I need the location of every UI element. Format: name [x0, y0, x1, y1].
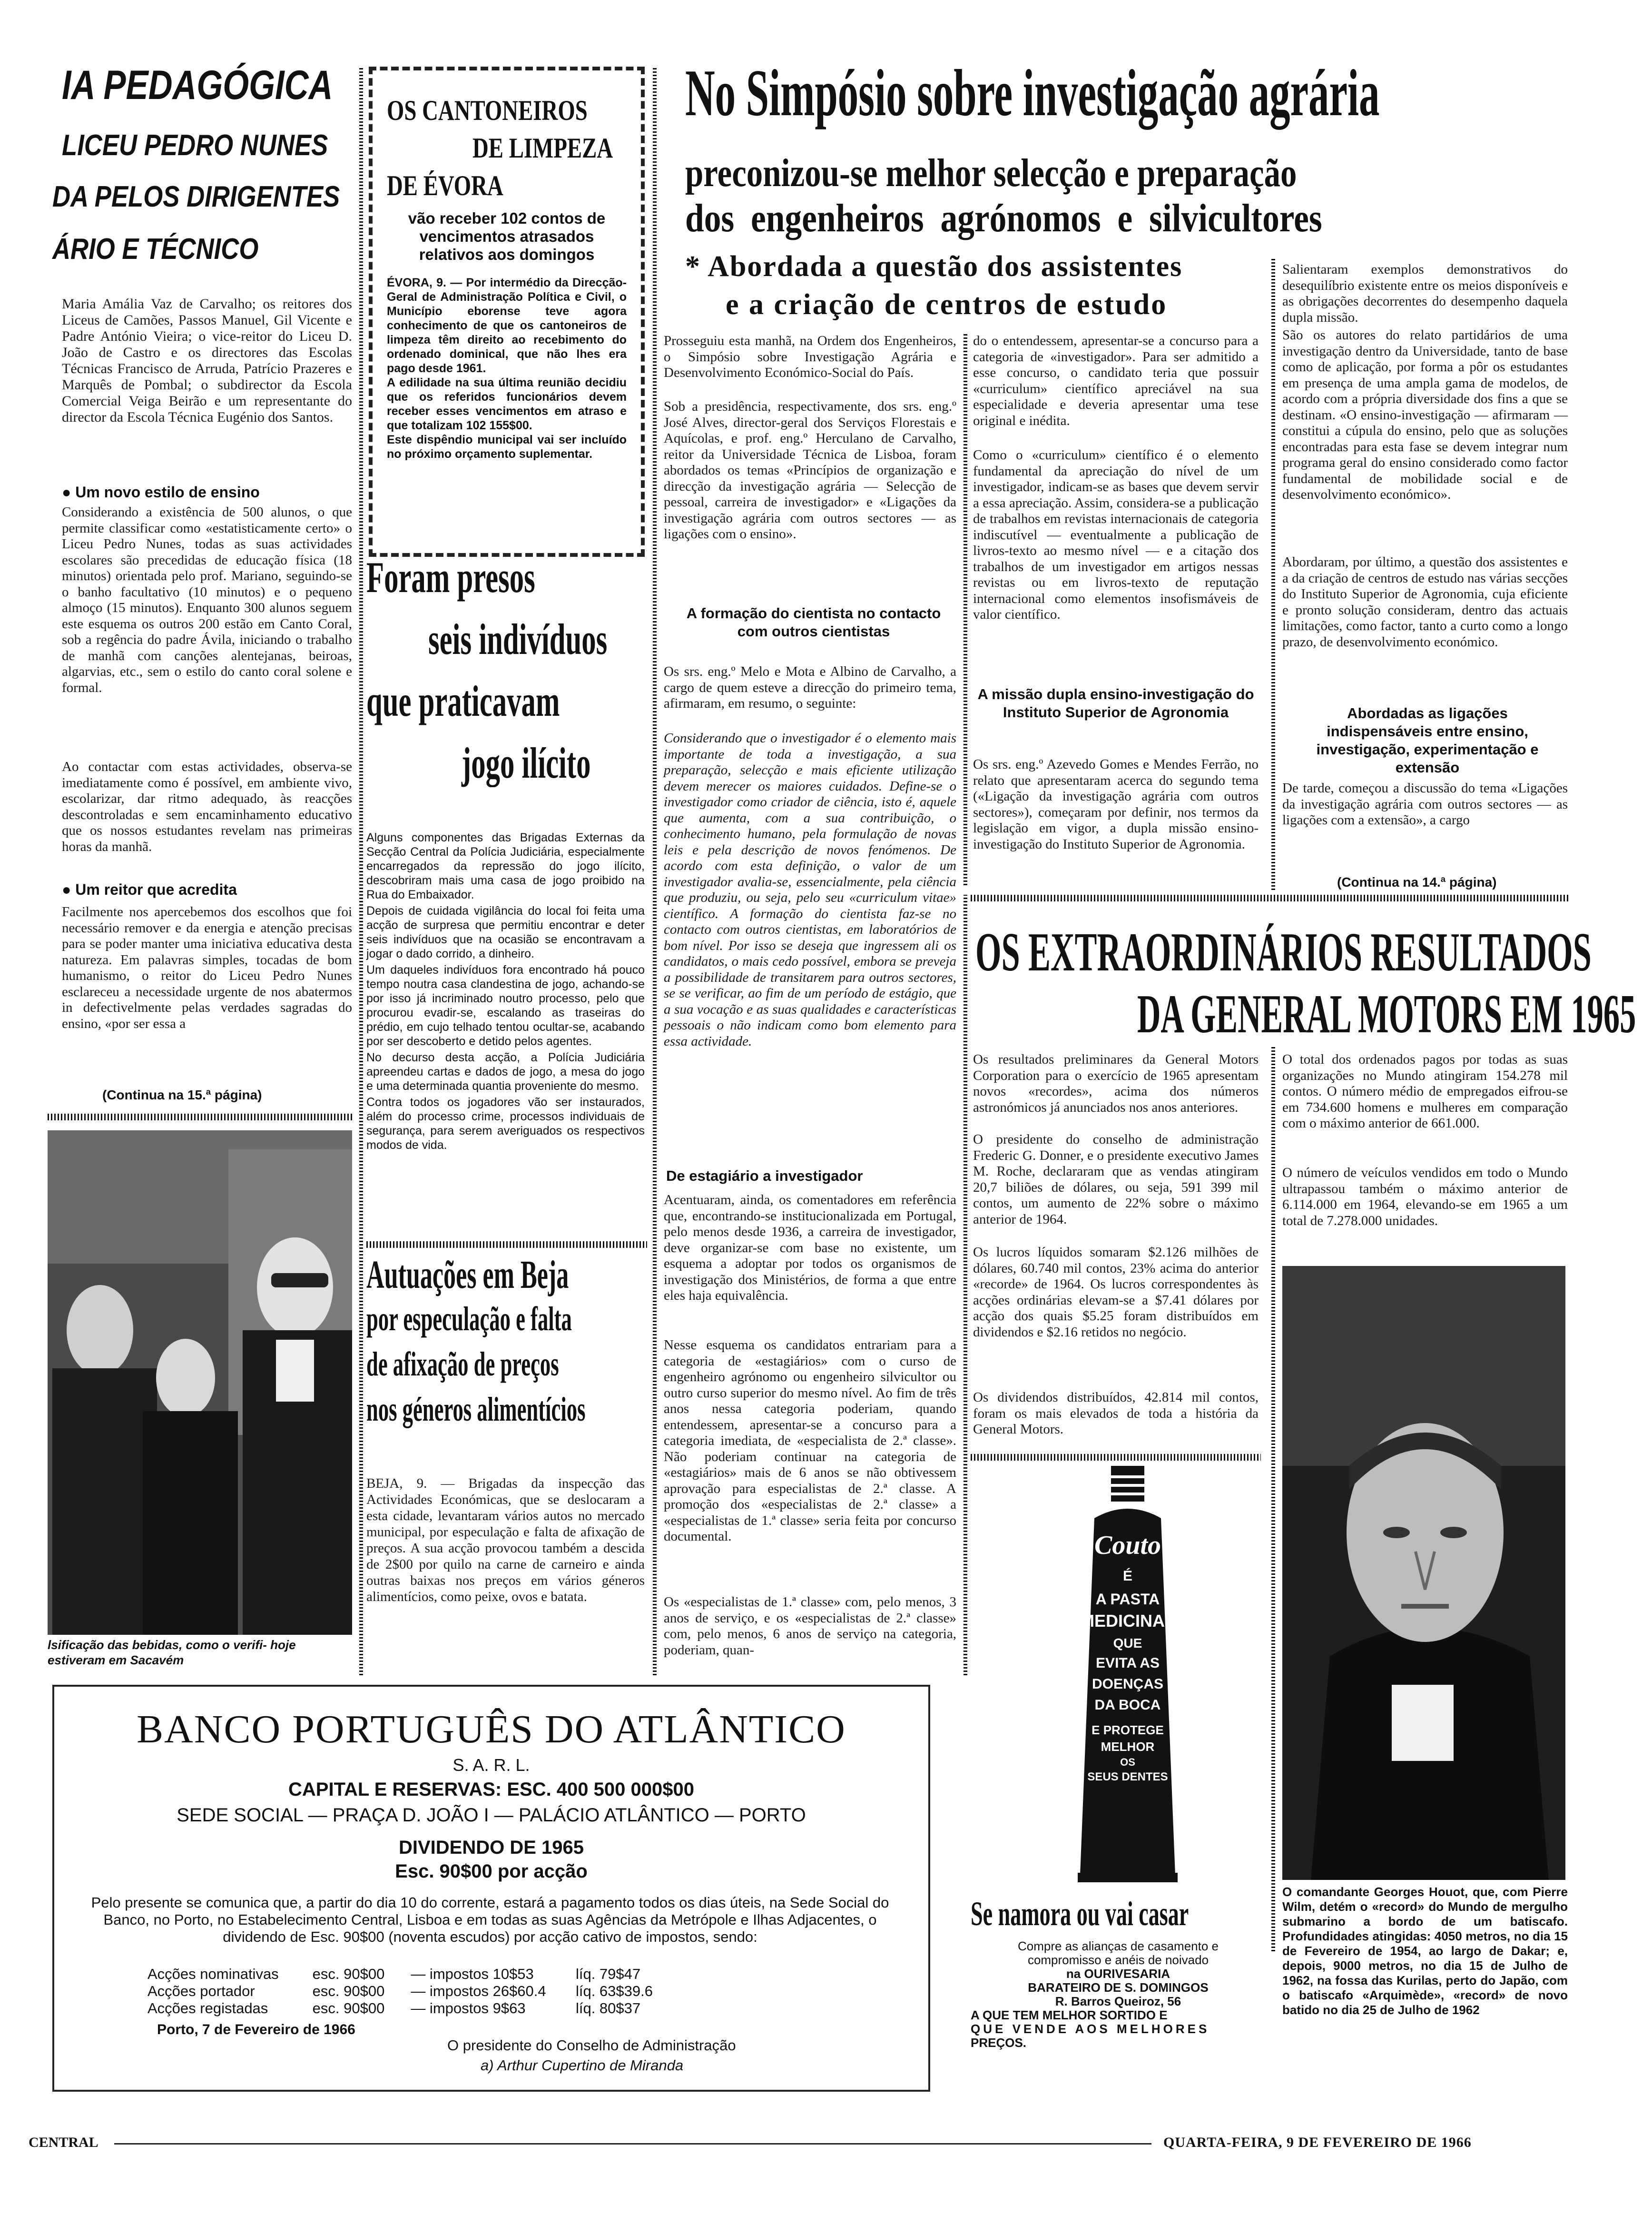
footer-section: CENTRAL [29, 2135, 98, 2150]
jewel-line-7: QUE VENDE AOS MELHORES [971, 2022, 1210, 2036]
bank-signoff: O presidente do Conselho de Administração [447, 2037, 736, 2054]
cantoneiros-title-3: DE ÉVORA [387, 170, 503, 201]
left-article-p2: Ao contactar com estas actividades, observa-se imediatamente como é possível, em ambiente vivo, escolarizar, dar ritmo adequado, às reacções descontroladas e sem encaminhamento educativo que os nossos estudantes revelam nas primeiras horas da manhã. [62, 759, 352, 854]
cantoneiros-title-2: DE LIMPEZA [472, 132, 613, 164]
gm-p4: Os dividendos distribuídos, 42.814 mil contos, foram os mais elevados de toda a história da General Motors. [973, 1390, 1259, 1437]
row-liquido: líq. 63$39.6 [575, 1983, 653, 1999]
presos-headline [366, 552, 647, 819]
gm-p1: Os resultados preliminares da General Motors Corporation para o exercício de 1965 apresentam novos «recordes», acima dos números astronómicos já anunciados nos anos anteriores. [973, 1052, 1259, 1115]
simposio-deck-2: dos engenheiros agrónomos e silvicultores [685, 196, 1322, 240]
couto-toothpaste-ad [1075, 1466, 1180, 1885]
presos-p4: No decurso desta acção, a Polícia Judiciária apreendeu cartas e dados de jogo, a mesa do jogo e uma determinada quantia proveniente do mesmo. [366, 1051, 645, 1093]
beja-title-3: de afixação de preços [366, 1345, 559, 1383]
simposio-subheading-ligacoes: Abordadas as ligações indispensáveis entre ensino, investigação, experimentação e extensão [1316, 705, 1539, 776]
simposio-subheading-estagiario: De estagiário a investigador [666, 1167, 863, 1184]
group-photo-icon [48, 1130, 352, 1635]
presos-title-4: jogo ilícito [462, 739, 591, 787]
presos-title-2: seis indivíduos [428, 615, 608, 663]
left-photo [48, 1130, 352, 1635]
couto-line-3: MEDICINAL [1080, 1611, 1175, 1631]
couto-brand: Couto [1094, 1531, 1161, 1560]
simposio-subheading-missao: A missão dupla ensino-investigação do Instituto Superior de Agronomia [977, 686, 1254, 721]
divider [366, 1241, 647, 1248]
bank-sarl: S. A. R. L. [452, 1755, 530, 1775]
vertical-divider [653, 67, 657, 1675]
couto-line-8: E PROTEGE [1092, 1723, 1164, 1737]
left-headline-line-2: LICEU PEDRO NUNES [62, 129, 328, 162]
couto-line-2: A PASTA [1095, 1591, 1160, 1608]
jewel-line-2: compromisso e anéis de noivado [1027, 1953, 1209, 1967]
divider [971, 895, 1570, 901]
couto-line-11: SEUS DENTES [1087, 1770, 1168, 1783]
left-subheading-estilo: ● Um novo estilo de ensino [62, 484, 260, 501]
left-article-p3: Facilmente nos apercebemos dos escolhos que foi necessário remover e da energia e atenção precisas para se poder manter uma iniciativa educativa desta natureza. Em palavras simples, tocadas de bom humanismo, o reitor do Liceu Pedro Nunes esclareceu a necessidade urgente de nos abatermos in defectivelmente pelas verdades sagradas do ensino, «por ser essa a [62, 904, 352, 1031]
simposio-deck-1: preconizou-se melhor selecção e preparação [685, 151, 1297, 195]
gm-p3: Os lucros líquidos somaram $2.126 milhões de dólares, 60.740 mil contos, 23% acima do anterior «recorde» de 1964. Os lucros correspondentes às acções ordinárias elevam-se a $7.41 dólares por acção dos quais $5.25 foram distribuídos em dividendos e $2.16 retidos no negócio. [973, 1245, 1259, 1340]
beja-p1: BEJA, 9. — Brigadas da inspecção das Actividades Económicas, que se deslocaram a esta cidade, levantaram vários autos no mercado municipal, por especulação e falta de afixação de preços. A sua acção provocou também a descida de 2$00 por quilo na carne de carneiro e ainda outras baixas nos preços em vários géneros alimentícios, como peixe, ovos e batata. [366, 1476, 645, 1604]
left-photo-caption: lsificação das bebidas, como o verifi- hoje estiveram em Sacavém [48, 1638, 296, 1667]
gm-p5: O total dos ordenados pagos por todas as suas organizações no Mundo atingiram 154.278 mil contos. O número médio de empregados eifrou-se em 734.600 homens e mulheres em comparação com o máximo anterior de 661.000. [1282, 1052, 1568, 1131]
couto-line-9: MELHOR [1101, 1740, 1155, 1754]
presos-p1: Alguns componentes das Brigadas Externas da Secção Central da Polícia Judiciária, especialmente encarregados da repressão do jogo ilícito, descobriram mais uma casa de jogo proibido na Rua do Embaixador. [366, 831, 645, 901]
cantoneiros-box [369, 67, 645, 557]
presos-title-1: Foram presos [366, 553, 535, 602]
beja-title-1: Autuações em Beja [366, 1253, 569, 1297]
gm-title-1: OS EXTRAORDINÁRIOS RESULTADOS [975, 922, 1592, 983]
gm-title-2: DA GENERAL MOTORS EM 1965 [1137, 984, 1636, 1045]
presos-title-3: que praticavam [366, 677, 560, 725]
row-label: Acções registadas [148, 2000, 268, 2017]
jewel-line-5: R. Barros Queiroz, 56 [1055, 1994, 1181, 2008]
jewel-line-4: BARATEIRO DE S. DOMINGOS [1028, 1980, 1209, 1995]
simposio-subdeck-2: e a criação de centros de estudo [726, 288, 1168, 321]
jewel-line-8: PREÇOS. [971, 2036, 1027, 2050]
row-label: Acções portador [148, 1983, 255, 1999]
simposio-col1-quote: Considerando que o investigador é o elemento mais importante de toda a investigação, a sua preparação, selecção e mais eficiente utilização devem merecer os maiores cuidados. Define-se o investigador como criador de ciência, isto é, aquele que aumenta, com a sua contribuição, o conhecimento humano, pela formulação de novas leis e pela descrição de novos fenómenos. De acordo com esta definição, o valor de um investigador avalia-se, essencialmente, pela ciência que produziu, ou seja, pelo seu «curriculum vitae» científico. A formação do cientista faz-se no contacto com outros cientistas, em laboratórios de bom nível. Por isso se deseja que ingressem ali os candidatos, o mais cedo possível, embora se preveja a possibilidade de transitarem para outros sectores, se se verificar, ao fim de um período de estágio, que a sua vocação e as suas qualidades e características pessoais o não indicam como bom elemento para essa actividade. [664, 731, 956, 1049]
vertical-divider [1271, 257, 1275, 890]
bank-capital: CAPITAL E RESERVAS: ESC. 400 500 000$00 [288, 1779, 694, 1800]
cantoneiros-deck: vão receber 102 contos de vencimentos atrasados relativos aos domingos [408, 209, 606, 263]
cantoneiros-p3: Este dispêndio municipal vai ser incluído no próximo orçamento suplementar. [387, 433, 627, 461]
presos-p2: Depois de cuidada vigilância do local foi feita uma acção de surpresa que permitiu encontrar e deter seis indivíduos que na ocasião se encontravam a jogar o dado corrido, a dinheiro. [366, 904, 645, 960]
bank-notice: Pelo presente se comunica que, a partir do dia 10 do corrente, estará a pagamento todos os dias úteis, na Sede Social do Banco, no Porto, no Estabelecimento Central, Lisboa e em todas as suas Agências da Metrópole e Ilhas Adjacentes, o dividendo de Esc. 90$00 (noventa escudos) por acção cativo de impostos, sendo: [91, 1894, 889, 1945]
couto-line-6: DOENÇAS [1092, 1676, 1163, 1692]
bank-signature: a) Arthur Cupertino de Miranda [481, 2057, 684, 2074]
houot-caption: O comandante Georges Houot, que, com Pierre Wilm, detém o «record» do Mundo de mergulho submarino a bordo de um batiscafo. Profundidades atingidas: 4050 metros, no dia 15 de Fevereiro de 1954, ao largo de Dakar; e, depois, 9000 metros, no dia 15 de Julho de 1962, na fossa das Kurilas, perto do Japão, com o batiscafo «Arquimède», «record» de novo batido no dia 25 de Julho de 1962 [1282, 1885, 1568, 2017]
left-article-p1: Considerando a existência de 500 alunos, o que permite classificar como «estatisticamente certo» o Liceu Pedro Nunes, todas as suas actividades escolares são precedidas de educação física (18 minutos) orientada pelo prof. Mariano, seguindo-se o banho facultativo (10 minutos) e o pequeno almoço (15 minutos). Enquanto 300 alunos seguem este esquema os outros 200 estão em Canto Coral, sob a regência do padre Ávila, iniciando o trabalho de manhã com canções alentejanas, beiroas, algarvias, etc., sem o estilo do canto coral solene e formal. [62, 504, 352, 695]
beja-title-2: por especulação e falta [366, 1300, 572, 1338]
row-esc: esc. 90$00 [312, 1983, 385, 1999]
toothpaste-tube-icon [1075, 1466, 1180, 1885]
simposio-subdeck-1: * Abordada a questão dos assistentes [685, 250, 1183, 283]
divider [48, 1114, 352, 1120]
cantoneiros-p2: A edilidade na sua última reunião decidiu que os referidos funcionários devem receber esses vencimentos em atraso e que totalizam 102 155$00. [387, 376, 627, 432]
row-impostos: — impostos 10$53 [411, 1966, 534, 1982]
bank-place-date: Porto, 7 de Fevereiro de 1966 [157, 2022, 355, 2037]
table-row [148, 1983, 671, 2000]
table-row [148, 2000, 671, 2017]
simposio-col2-p1: do o entendessem, apresentar-se a concurso para a categoria de «investigador». Para ser admitido a esse concurso, o candidato teria que possuir «curriculum» científico apreciável na sua especialidade e deveria apresentar uma tese original e inédita. [973, 333, 1259, 428]
couto-line-4: QUE [1113, 1636, 1142, 1651]
row-impostos: — impostos 9$63 [411, 2000, 526, 2017]
row-esc: esc. 90$00 [312, 1966, 385, 1982]
simposio-col2-p2: Como o «curriculum» científico é o elemento fundamental da apreciação do nível de um investigador, indicam-se as bases que devem servir a essa apreciação. Assim, considera-se a publicação de trabalhos em revistas internacionais de categoria indiscutível — eventualmente a publicação de livros-texto ao mesmo nível — e a citação dos trabalhos de um investigador em artigos nessas revistas ou em livros-texto de reputação internacional como elementos insofismáveis de valor científico. [973, 447, 1259, 622]
vertical-divider [359, 67, 363, 1675]
bank-name: BANCO PORTUGUÊS DO ATLÂNTICO [137, 1707, 846, 1751]
jewel-line-6: A QUE TEM MELHOR SORTIDO E [971, 2008, 1168, 2022]
gm-p6: O número de veículos vendidos em todo o Mundo ultrapassou também o máximo anterior de 6.114.000 em 1964, elevando-se em 1965 a um total de 7.278.000 unidades. [1282, 1165, 1568, 1228]
simposio-subheading-formacao: A formação do cientista no contacto com outros cientistas [686, 605, 941, 640]
simposio-col3-p1: Salientaram exemplos demonstrativos do desequilíbrio existente entre os meios disponíveis e as obrigações decorrentes do desempenho daquela dupla missão. [1282, 262, 1568, 325]
couto-line-5: EVITA AS [1096, 1655, 1160, 1671]
couto-line-7: DA BOCA [1094, 1697, 1161, 1713]
bank-dividendo: DIVIDENDO DE 1965 [398, 1837, 584, 1858]
bullet-icon: ● [62, 484, 76, 501]
bank-por-accao: Esc. 90$00 por acção [395, 1861, 588, 1882]
left-headline-line-4: ÁRIO E TÉCNICO [52, 233, 259, 266]
left-article-intro: Maria Amália Vaz de Carvalho; os reitores dos Liceus de Camões, Passos Manuel, Gil Vicente e Padre António Vieira; o vice-reitor do Liceu D. João de Castro e os directores das Escolas Técnicas Francisco de Arruda, Patrício Prazeres e Marquês de Pombal; o subdirector da Escola Comercial Veiga Beirão e um representante do director da Escola Técnica Eugénio dos Santos. [62, 296, 352, 425]
jewel-line-3: na OURIVESARIA [1066, 1967, 1170, 1981]
simposio-col1-p3: Os srs. eng.º Melo e Mota e Albino de Carvalho, a cargo de quem esteve a direcção do primeiro tema, afirmaram, em resumo, o seguinte: [664, 664, 956, 711]
cantoneiros-title-1: OS CANTONEIROS [387, 95, 588, 126]
jewel-ad-title: Se namora ou vai casar [971, 1895, 1189, 1933]
simposio-col1-p1: Prosseguiu esta manhã, na Ordem dos Engenheiros, o Simpósio sobre Investigação Agrária e Desenvolvimento Económico-Social do País. [664, 333, 956, 380]
left-headline-line-3: DA PELOS DIRIGENTES [52, 180, 340, 213]
gm-p2: O presidente do conselho de administração Frederic G. Donner, e o presidente executivo James M. Roche, declararam que as vendas atingiram 20,7 biliões de dólares, ou seja, 591 399 mil contos, um aumento de 22% sobre o máximo anterior de 1964. [973, 1132, 1259, 1227]
simposio-col3-p2: São os autores do relato partidários de uma investigação dentro da Universidade, tanto de base como de aplicação, por forma a pôr os estudantes em presença de uma ampla gama de modelos, de acordo com a própria diversidade dos fins a que se destinam. «O ensino-investigação — afirmaram — constitui a cúpula do ensino, pelo que as soluções encontradas para esta fase se devem integrar num programa geral do ensino considerado como factor fundamental de mobilidade social e de desenvolvimento económico». [1282, 327, 1568, 502]
bank-sede: SEDE SOCIAL — PRAÇA D. JOÃO I — PALÁCIO ATLÂNTICO — PORTO [177, 1805, 806, 1826]
jewel-line-1: Compre as alianças de casamento e [1017, 1939, 1219, 1953]
bank-dividend-table [148, 1966, 671, 2017]
simposio-col1-p4: Acentuaram, ainda, os comentadores em referência que, encontrando-se institucionalizada em Portugal, pelo menos desde 1936, a carreira de investigador, deve organizar-se com base no existente, um esquema a adoptar por todos os organismos de investigação dos Ministérios, de forma a que entre eles haja equivalência. [664, 1192, 956, 1303]
presos-p3: Um daqueles indivíduos fora encontrado há pouco tempo noutra casa clandestina de jogo, achando-se por isso já incriminado noutro processo, pelo que procurou evadir-se, escalando as traseiras do prédio, em cujo telhado tentou ocultar-se, acabando por ser descoberto e detido pelos agentes. [366, 963, 645, 1048]
simposio-col1-p2: Sob a presidência, respectivamente, dos srs. eng.º José Alves, director-geral dos Serviços Florestais e Aquícolas, e prof. eng.º Herculano de Carvalho, reitor da Universidade Técnica de Lisboa, foram abordados os temas «Princípios de organização e direcção da investigação agrária — Selecção de pessoal, carreira de investigador» e «Ligações da investigação agrária com outros sectores — as ligações com o ensino». [664, 399, 956, 542]
vertical-divider [964, 333, 967, 885]
simposio-col1-p5: Nesse esquema os candidatos entrariam para a categoria de «estagiários» com o curso de engenheiro agrónomo ou engenheiro silvicultor ou outro curso superior do mesmo nível. Ao fim de três anos nessa categoria poderiam, quando entendessem, apresentar-se a concurso para a categoria imediata, de «especialista de 2.ª classe». Não poderiam continuar na categoria de «estagiários» mais de 6 anos se não obtivessem aprovação para especialistas de 2.ª classe. A promoção dos «especialistas de 2.ª classe» a «especialistas de 1.ª classe» seria feita por concurso documental. [664, 1337, 956, 1544]
left-headline-line-1: IA PEDAGÓGICA [62, 62, 333, 108]
simposio-headline: No Simpósio sobre investigação agrária [685, 56, 1380, 130]
row-label: Acções nominativas [148, 1966, 279, 1982]
jewel-ad-body [971, 1939, 1266, 2050]
row-liquido: líq. 79$47 [575, 1966, 641, 1982]
vertical-divider [964, 895, 967, 1675]
row-liquido: líq. 80$37 [575, 2000, 641, 2017]
row-esc: esc. 90$00 [312, 2000, 385, 2017]
simposio-col2-p3: Os srs. eng.º Azevedo Gomes e Mendes Ferrão, no relato que apresentaram acerca do segundo tema («Ligação da investigação agrária com outros sectores»), começaram por definir, nos termos da legislação em vigor, a dupla missão ensino-investigação do Instituto Superior de Agronomia. [973, 757, 1259, 852]
simposio-continue-note: (Continua na 14.ª página) [1337, 875, 1497, 890]
footer-date: QUARTA-FEIRA, 9 DE FEVEREIRO DE 1966 [1163, 2135, 1472, 2150]
simposio-col3-p4: De tarde, começou a discussão do tema «Ligações da investigação agrária com outros sectores — as ligações com a extensão», a cargo [1282, 781, 1568, 828]
bullet-icon: ● [62, 881, 76, 898]
row-impostos: — impostos 26$60.4 [411, 1983, 546, 1999]
portrait-photo-icon [1282, 1266, 1565, 1880]
couto-line-10: OS [1120, 1756, 1135, 1768]
left-continue-note: (Continua na 15.ª página) [102, 1087, 262, 1102]
vertical-divider [1271, 1047, 1275, 1951]
left-subheading-reitor: ● Um reitor que acredita [62, 881, 237, 898]
table-row [148, 1966, 671, 1983]
simposio-col1-p6: Os «especialistas de 1.ª classe» com, pelo menos, 3 anos de serviço, e os «especialistas de 2.ª classe» com, pelo menos, 6 anos de serviço na categoria, poderiam, quan- [664, 1594, 956, 1658]
footer-rule [114, 2143, 1151, 2145]
couto-line-1: É [1122, 1568, 1132, 1584]
divider [971, 1454, 1261, 1461]
cantoneiros-p1: ÉVORA, 9. — Por intermédio da Direcção-Geral de Administração Política e Civil, o Município eborense teve agora conhecimento de que os cantoneiros de limpeza têm direito ao recebimento do ordenado dominical, que não lhes era pago desde 1961. [387, 276, 627, 375]
presos-body [366, 830, 645, 1152]
houot-photo [1282, 1266, 1565, 1880]
beja-title-4: nos géneros alimentícios [366, 1390, 586, 1428]
presos-p5: Contra todos os jogadores vão ser instaurados, além do processo crime, processos individuais de segurança, para serem averiguados os respectivos modos de vida. [366, 1096, 645, 1152]
simposio-col3-p3: Abordaram, por último, a questão dos assistentes e a da criação de centros de estudo nas várias secções do Instituto Superior de Agronomia, cuja eficiente e pronto solução consideram, dentro das actuais limitações, como factor, tanto a curto como a longo prazo, de desenvolvimento económico. [1282, 554, 1568, 650]
beja-headline [366, 1252, 647, 1442]
